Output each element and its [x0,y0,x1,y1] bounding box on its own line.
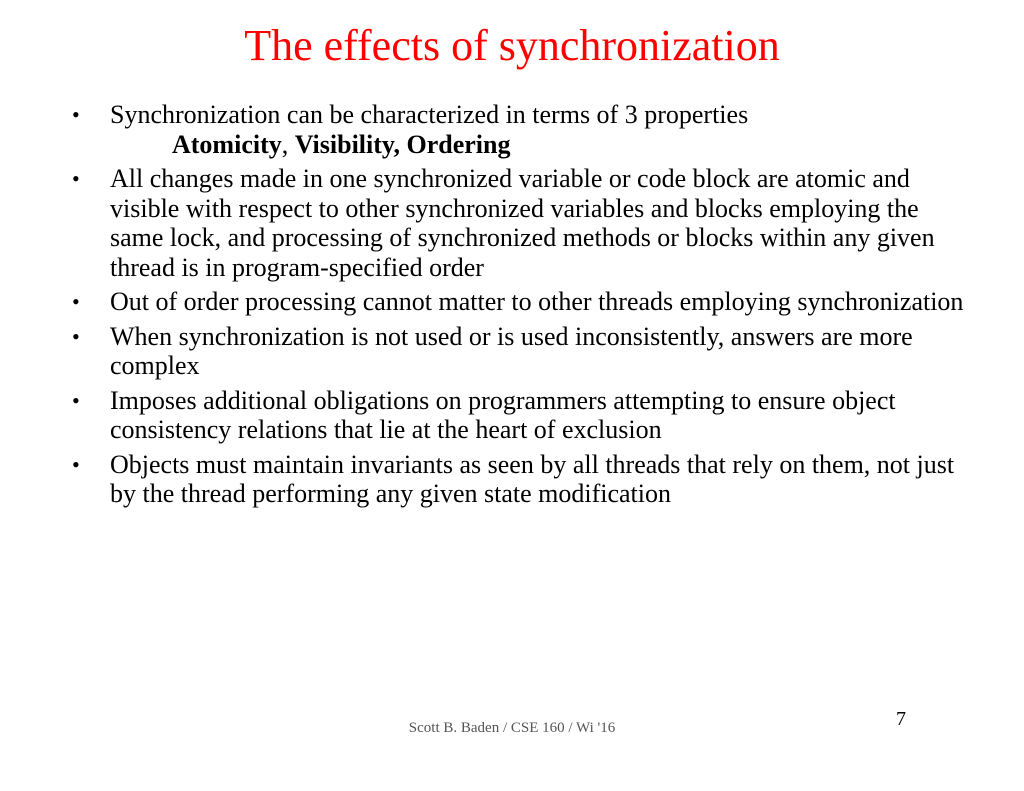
property-visibility-ordering: Visibility, Ordering [294,129,511,159]
bullet-icon: • [72,102,80,127]
bullet-icon: • [72,289,80,314]
bullet-text: Out of order processing cannot matter to other threads employing synchronization [110,287,964,316]
property-atomicity: Atomicity [172,129,282,159]
bullet-icon: • [72,451,80,477]
bullet-text: All changes made in one synchronized variable or code block are atomic and visible with respect to other synchronized variables and blocks employing the same lock, and processing of synchronized methods or blocks within any given thread is in program-specified order [110,164,935,282]
bullet-item [72,164,972,282]
slide-footer: Scott B. Baden / CSE 160 / Wi '16 [408,720,616,736]
slide-title: The effects of synchronization [244,21,780,70]
bullet-icon: • [72,323,80,349]
bullet-list [72,100,972,514]
bullet-icon: • [72,387,80,413]
bullet-text: When synchronization is not used or is used inconsistently, answers are more complex [110,321,913,380]
bullet-item [72,450,972,509]
page-number: 7 [896,708,906,730]
bullet-item [72,287,972,317]
bullet-item [72,386,972,445]
bullet-text: Objects must maintain invariants as seen by all threads that rely on them, not just by the thread performing any given state modification [110,449,955,508]
bullet-item [72,100,972,159]
properties-line [110,130,972,160]
bullet-item [72,322,972,381]
bullet-text: Imposes additional obligations on programmers attempting to ensure object consistency relations that lie at the heart of exclusion [110,385,896,444]
bullet-text: Synchronization can be characterized in terms of 3 properties [110,100,749,129]
bullet-icon: • [72,166,80,191]
property-separator: , [281,129,295,159]
